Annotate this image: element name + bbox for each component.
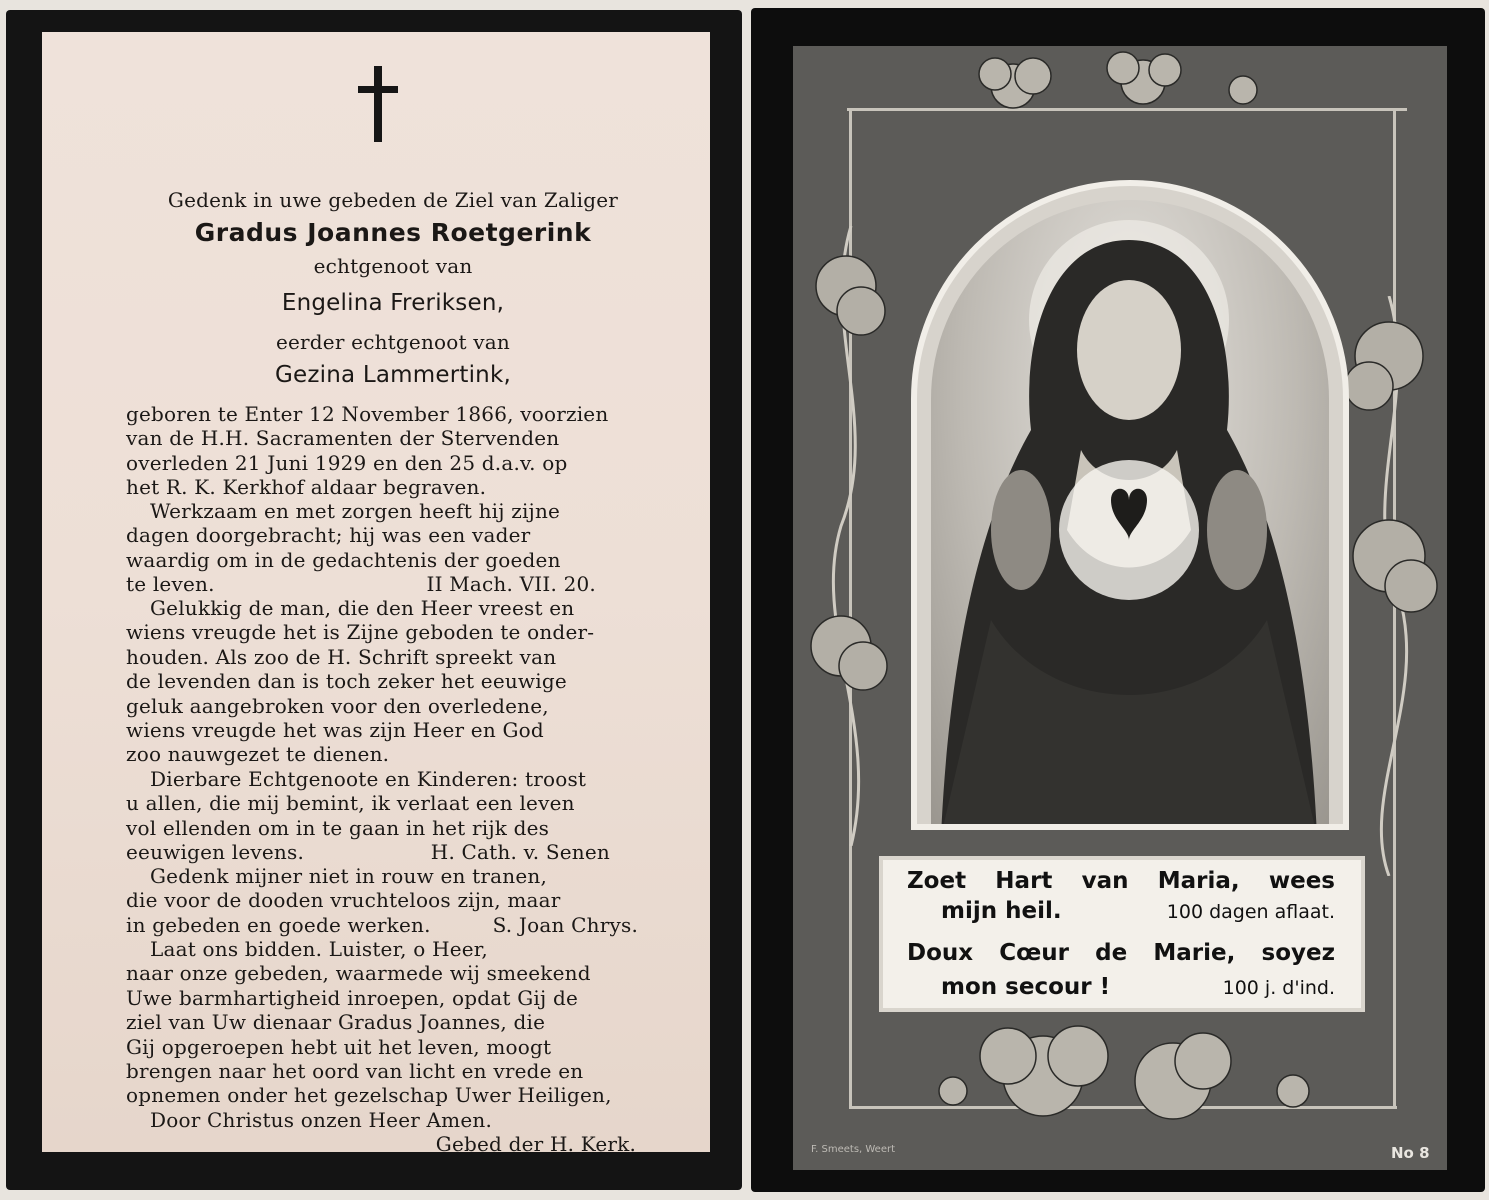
verse-line: Gedenk mijner niet in rouw en tranen, [150,864,548,888]
verse-line: Dierbare Echtgenoote en Kinderen: troost [150,767,587,791]
verse-paragraph-1 [126,499,660,597]
caption-french-line-1: Doux Cœur de Marie, soyez [907,940,1335,966]
prayer-source: Gebed der H. Kerk. [435,1132,636,1156]
caption-dutch-indulgence: 100 dagen aflaat. [1166,901,1335,923]
verse-line: zoo nauwgezet te dienen. [126,742,390,767]
birth-line: overleden 21 Juni 1929 en den 25 d.a.v. op [126,450,568,475]
prayer-line: Laat ons bidden. Luister, o Heer, [150,937,488,961]
prayer-line: ziel van Uw dienaar Gradus Joannes, die [126,1010,546,1035]
caption-dutch-line-2: mijn heil. [941,898,1062,924]
cross-icon [358,66,398,146]
caption-french-line-2: mon secour ! [941,974,1111,1000]
memorial-card-image-side [751,8,1485,1192]
ornamental-panel [793,46,1447,1170]
birth-death-block [126,402,660,500]
verse-line: te leven. [126,572,215,597]
memorial-card-text-side [6,10,742,1190]
verse-line: de levenden dan is toch zeker het eeuwige [126,669,567,694]
verse-line: u allen, die mij bemint, ik verlaat een leven [126,791,575,816]
verse-paragraph-4 [126,864,660,937]
card-number: No 8 [1391,1144,1430,1162]
spouse-name: Engelina Freriksen, [281,290,505,316]
prayer-paragraph [126,937,660,1132]
verse-line: in gebeden en goede werken. [126,912,431,937]
birth-line: geboren te Enter 12 November 1866, voorzien [126,402,609,426]
verse-paragraph-3 [126,767,660,865]
pansy-vine-right-icon [1339,296,1439,876]
previous-spouse-name: Gezina Lammertink, [275,362,511,388]
verse-reference: S. Joan Chrys. [492,912,638,937]
caption-dutch-line-1: Zoet Hart van Maria, wees [907,868,1335,894]
verse-line: Gelukkig de man, die den Heer vreest en [150,596,575,620]
pansy-garland-bottom-icon [913,1021,1353,1131]
verse-paragraph-2 [126,596,660,767]
intro-line: Gedenk in uwe gebeden de Ziel van Zaliger [167,188,619,212]
birth-line: van de H.H. Sacramenten der Stervenden [126,426,560,451]
prayer-line: Door Christus onzen Heer Amen. [150,1107,493,1132]
deceased-name: Gradus Joannes Roetgerink [194,218,592,247]
birth-line: het R. K. Kerkhof aldaar begraven. [126,475,487,500]
prayer-line: Uwe barmhartigheid inroepen, opdat Gij de [126,985,578,1010]
verse-line: houden. Als zoo de H. Schrift spreekt van [126,644,557,669]
verse-line: Werkzaam en met zorgen heeft hij zijne [150,499,561,523]
prayer-line: Gij opgeroepen hebt uit het leven, moogt [126,1034,552,1059]
madonna-figure-icon [931,200,1327,824]
spouse-label: echtgenoot van [313,254,473,278]
prayer-caption-box [879,856,1365,1012]
devotional-image-frame [911,180,1349,830]
printer-credit: F. Smeets, Weert [811,1144,896,1155]
immaculate-heart-of-mary-image [931,200,1329,824]
pansy-vine-left-icon [801,226,901,846]
verse-line: eeuwigen levens. [126,840,305,865]
verse-line: wiens vreugde het was zijn Heer en God [126,718,544,743]
verse-line: dagen doorgebracht; hij was een vader [126,523,531,548]
prayer-line: opnemen onder het gezelschap Uwer Heiligen, [126,1083,612,1108]
verse-reference: H. Cath. v. Senen [430,840,610,865]
verse-line: waardig om in de gedachtenis der goeden [126,547,561,572]
pansy-garland-icon [933,46,1313,126]
previous-spouse-label: eerder echtgenoot van [275,330,511,354]
verse-line: geluk aangebroken voor den overledene, [126,693,549,718]
prayer-line: brengen naar het oord van licht en vrede en [126,1059,584,1084]
verse-reference: II Mach. VII. 20. [426,572,596,597]
card-paper [42,32,710,1156]
verse-line: die voor de dooden vruchteloos zijn, maar [126,888,561,913]
prayer-line: naar onze gebeden, waarmede wij smeekend [126,961,591,986]
verse-line: vol ellenden om in te gaan in het rijk des [126,815,550,840]
caption-french-indulgence: 100 j. d'ind. [1222,977,1335,999]
verse-line: wiens vreugde het is Zijne geboden te onder- [126,620,595,645]
